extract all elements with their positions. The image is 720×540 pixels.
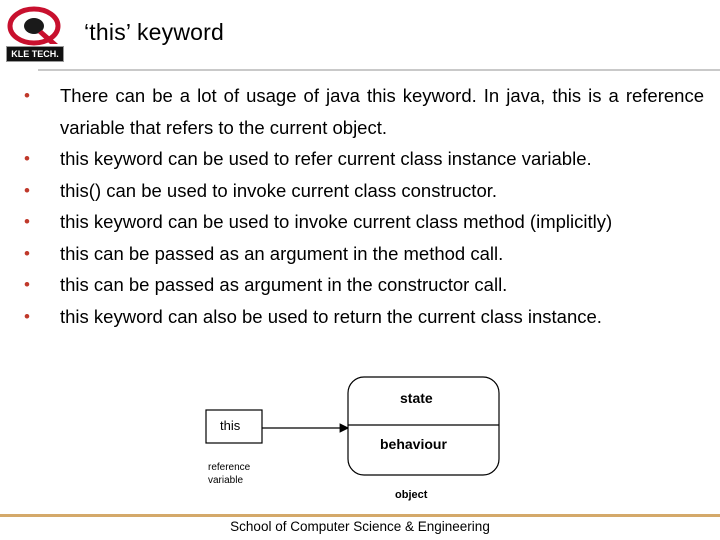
reference-caption-line1: reference [208, 462, 251, 473]
reference-box-label: this [220, 418, 241, 433]
bullet-item: • this keyword can be used to refer current class instance variable. [24, 143, 704, 175]
bullet-item: • this keyword can be used to invoke current class method (implicitly) [24, 206, 704, 238]
bullet-item: • this() can be used to invoke current class constructor. [24, 175, 704, 207]
kle-tech-logo [6, 4, 62, 62]
bullet-list [24, 80, 704, 332]
title-divider [38, 69, 720, 71]
object-state-label: state [400, 390, 433, 406]
object-caption: object [395, 489, 428, 501]
bullet-item: • this keyword can also be used to return the current class instance. [24, 301, 704, 333]
footer-divider [0, 514, 720, 517]
bullet-item: • this can be passed as an argument in the method call. [24, 238, 704, 270]
this-reference-diagram [200, 372, 520, 512]
page-title: ‘this’ keyword [84, 19, 224, 45]
object-behaviour-label: behaviour [380, 436, 447, 452]
logo-emblem-icon [6, 4, 62, 48]
footer-text: School of Computer Science & Engineering [230, 519, 490, 534]
bullet-item: • There can be a lot of usage of java this keyword. In java, this is a reference variable that refers to the current object. [24, 80, 704, 143]
bullet-item: • this can be passed as argument in the constructor call. [24, 269, 704, 301]
logo-text: KLE TECH. [6, 46, 64, 62]
reference-caption-line2: variable [208, 475, 244, 486]
